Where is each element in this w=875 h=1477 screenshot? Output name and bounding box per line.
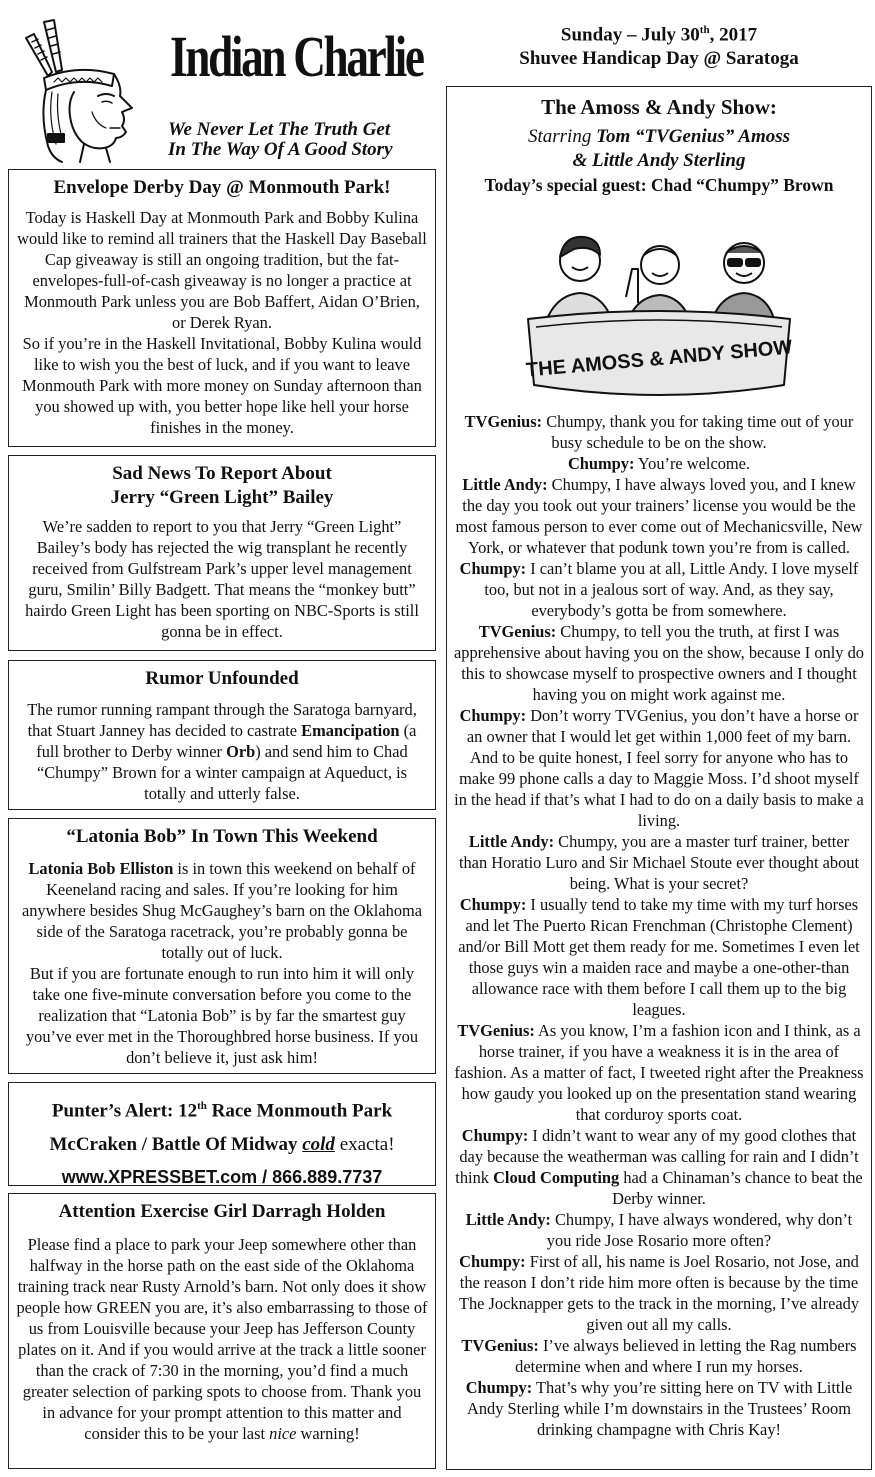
- speaker-name: Chumpy:: [461, 1126, 529, 1145]
- article-paragraph: The rumor running rampant through the Saratoga barnyard, that Stuart Janney has decided to castrate Emancipation (a full brother to Derby winner Orb) and send him to Chad “Chumpy” Brown for a winter campaign at Aqueduct, is totally and utterly false.: [27, 700, 417, 803]
- speaker-name: Little Andy:: [468, 832, 555, 851]
- dialogue-line: Little Andy: Chumpy, I have always loved you, and I knew the day you took out your trainers’ license you would be the most famous person to ever come out of Mechanicsville, New York, or whatever that podunk town you’re from is called.: [455, 475, 863, 557]
- speaker-name: TVGenius:: [478, 622, 557, 641]
- speaker-name: TVGenius:: [457, 1021, 535, 1040]
- issue-date: Sunday – July 30th, 2017: [560, 24, 758, 46]
- exacta-pick: McCraken / Battle Of Midway cold exacta!: [49, 1134, 395, 1156]
- cartoon-banner-text: THE AMOSS & ANDY SHOW: [525, 336, 794, 382]
- dialogue-line: Chumpy: I usually tend to take my time with my turf horses and let The Puerto Rican Frenchman (Christophe Clement) and/or Bill Mott get them ready for me. Sometimes I even let those guys win a maiden race and maybe a one-other-than allowance race with them before I call them up to the big leagues.: [458, 895, 860, 1019]
- speaker-name: Chumpy:: [459, 895, 527, 914]
- indian-chief-head-icon: [18, 16, 158, 164]
- xpressbet-link[interactable]: www.XPRESSBET.com / 866.889.7737: [61, 1167, 383, 1188]
- article-title: Envelope Derby Day @ Monmouth Park!: [53, 177, 391, 198]
- dialogue-line: Chumpy: I didn’t want to wear any of my good clothes that day because the weatherman was calling for rain and I didn’t think Cloud Computing had a Chinaman’s chance to beat the Derby winner.: [455, 1126, 863, 1208]
- rumor-article: [8, 660, 436, 810]
- article-title: Sad News To Report About Jerry “Green Light” Bailey: [110, 463, 334, 508]
- special-guest: Today’s special guest: Chad “Chumpy” Brown: [484, 175, 834, 195]
- starring-line: Starring Tom “TVGenius” Amoss: [527, 126, 791, 147]
- dialogue-line: Chumpy: I can’t blame you at all, Little Andy. I love myself too, but not in a jealous sort of way. And, as they say, everybody’s gotta be from somewhere.: [459, 559, 859, 620]
- speaker-name: TVGenius:: [461, 1336, 539, 1355]
- talk-show-cartoon-illustration: [514, 207, 804, 407]
- speaker-name: Chumpy:: [459, 706, 527, 725]
- starring-line-2: & Little Andy Sterling: [572, 150, 746, 171]
- envelope-derby-article: [8, 169, 436, 447]
- article-paragraph: But if you are fortunate enough to run into him it will only take one five-minute conversation before you come to the realization that “Latonia Bob” is by far the smartest guy you’ve ever met in the Thoroughbred horse business. If you don’t believe it, just ask him!: [25, 964, 419, 1067]
- tagline-line-2: In The Way Of A Good Story: [168, 139, 393, 160]
- article-paragraph: Today is Haskell Day at Monmouth Park and Bobby Kulina would like to remind all trainers that the Haskell Day Baseball Cap giveaway is still an ongoing tradition, but the fat-envelopes-full-of-cash giveaway is no longer a practice at Monmouth Park unless you are Bob Baffert, Aidan O’Brien, or Derek Ryan.: [17, 208, 427, 332]
- bailey-article: [8, 455, 436, 651]
- tagline-line-1: We Never Let The Truth Get: [168, 119, 391, 140]
- dialogue-line: TVGenius: Chumpy, thank you for taking time out of your busy schedule to be on the show.: [464, 412, 854, 452]
- issue-date-block: [446, 18, 872, 71]
- dialogue-line: TVGenius: I’ve always believed in letting the Rag numbers determine when and where I run my horses.: [461, 1336, 857, 1376]
- article-paragraph: Latonia Bob Elliston is in town this weekend on behalf of Keeneland racing and sales. If you’re looking for him anywhere besides Shug McGaughey’s barn on the Oklahoma side of the Saratoga racetrack, you’re probably gonna be totally out of luck.: [21, 859, 423, 962]
- speaker-name: Chumpy:: [465, 1378, 533, 1397]
- speaker-name: Little Andy:: [465, 1210, 551, 1229]
- race-day-title: Shuvee Handicap Day @ Saratoga: [519, 48, 799, 70]
- dialogue-line: Chumpy: You’re welcome.: [567, 454, 751, 473]
- darragh-holden-article: [8, 1193, 436, 1469]
- article-paragraph: We’re sadden to report to you that Jerry “Green Light” Bailey’s body has rejected the wig transplant he recently received from Gulfstream Park’s upper level management guru, Smilin’ Billy Badgett. That means the “monkey butt” hairdo Green Light has been sporting on NBC-Sports is still gonna be in effect.: [25, 517, 419, 641]
- speaker-name: Little Andy:: [462, 475, 548, 494]
- masthead-title: Indian Charlie: [170, 24, 423, 89]
- speaker-name: Chumpy:: [459, 559, 527, 578]
- speaker-name: Chumpy:: [567, 454, 635, 473]
- dialogue-line: TVGenius: As you know, I’m a fashion icon and I think, as a horse trainer, if you have a weakness it is in the area of fashion. As a matter of fact, I tweeted right after the Preakness how gaudy you looked up on the presentation stand wearing that corduroy sports coat.: [454, 1021, 864, 1124]
- article-title: “Latonia Bob” In Town This Weekend: [66, 826, 378, 847]
- speaker-name: Chumpy:: [459, 1252, 526, 1271]
- dialogue-line: Little Andy: Chumpy, you are a master turf trainer, better than Horatio Luro and Sir Michael Stoute ever thought about being. What is your secret?: [458, 832, 860, 893]
- dialogue-line: Chumpy: That’s why you’re sitting here on TV with Little Andy Sterling while I’m downstairs in the Trustees’ Room drinking champagne with Chris Kay!: [465, 1378, 853, 1439]
- speaker-name: TVGenius:: [464, 412, 543, 431]
- dialogue-line: Little Andy: Chumpy, I have always wondered, why don’t you ride Jose Rosario more often?: [465, 1210, 853, 1250]
- masthead-tagline: [168, 120, 393, 160]
- latonia-bob-article: [8, 818, 436, 1074]
- punters-alert-ad: [8, 1082, 436, 1186]
- show-dialogue: [453, 411, 865, 1440]
- article-paragraph: So if you’re in the Haskell Invitational, Bobby Kulina would like to wish you the best of luck, and if you want to leave Monmouth Park with more money on Sunday afternoon than you showed up with, you better hope like hell your horse finishes in the money.: [22, 334, 422, 437]
- article-title: Rumor Unfounded: [145, 668, 299, 689]
- punter-headline: Punter’s Alert: 12th Race Monmouth Park: [51, 1100, 393, 1122]
- dialogue-line: Chumpy: Don’t worry TVGenius, you don’t have a horse or an owner that I would let get within 1,000 feet of my barn. And to be quite honest, I feel sorry for anyone who has to make 99 phone calls a day to Maggie Moss. I’d shoot myself in the head if that’s what I had to do on a daily basis to make a living.: [454, 706, 864, 830]
- dialogue-line: TVGenius: Chumpy, to tell you the truth, at first I was apprehensive about having you on the show, because I only do this to showcase myself to prospective owners and I thought having you on might work against me.: [454, 622, 864, 704]
- article-paragraph: Please find a place to park your Jeep somewhere other than halfway in the horse path on the east side of the Oklahoma training track near Rusty Arnold’s barn. Not only does it show people how GREEN you are, it’s also embarrassing to those of us from Louisville because your Jeep has Jefferson County plates on it. And if you would arrive at the track a little sooner than the crack of 7:30 in the morning, you’d find a much greater selection of parking spots to choose from. Thank you in advance for your prompt attention to this matter and consider this to be your last nice warning!: [16, 1235, 428, 1443]
- amoss-andy-show-article: [446, 86, 872, 1470]
- dialogue-line: Chumpy: First of all, his name is Joel Rosario, not Jose, and the reason I don’t ride him more often is because by the time The Jocknapper gets to the track in the morning, I’ve already given out all my calls.: [458, 1252, 860, 1334]
- article-title: The Amoss & Andy Show:: [541, 95, 777, 119]
- masthead: [8, 8, 436, 166]
- article-title: Attention Exercise Girl Darragh Holden: [58, 1201, 386, 1222]
